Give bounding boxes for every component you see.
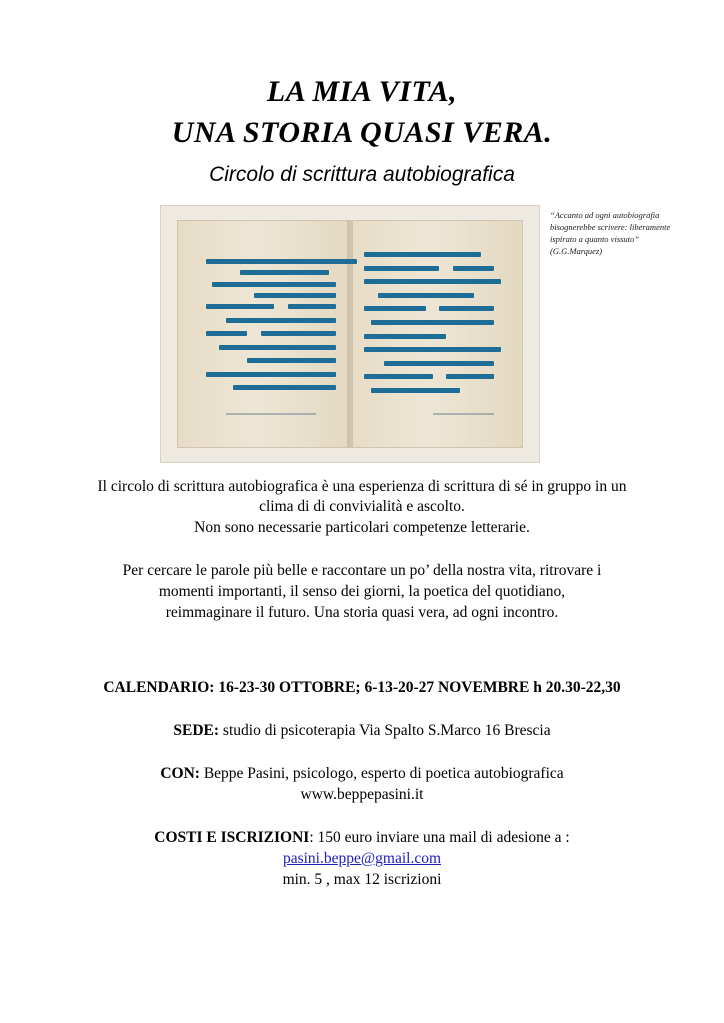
paragraph-1-line-1: Il circolo di scrittura autobiografica è una esperienza di scrittura di sé in gruppo in un (97, 477, 627, 495)
ink-stroke (446, 374, 494, 379)
ink-stroke (212, 282, 336, 287)
ink-stroke (219, 345, 336, 350)
ink-stroke (240, 270, 329, 275)
venue-value: studio di psicoterapia Via Spalto S.Marco 16 Brescia (222, 721, 551, 739)
ink-stroke (206, 304, 275, 309)
costs-row (45, 828, 679, 891)
paragraph-1-line-3: Non sono necessarie particolari competenze letterarie. (194, 519, 530, 537)
calendar-value: 16-23-30 OTTOBRE; 6-13-20-27 NOVEMBRE h 20.30-22,30 (218, 679, 621, 697)
details-block (0, 678, 724, 890)
ink-signature (226, 413, 315, 415)
paragraph-2-line-1: Per cercare le parole più belle e raccontare un po’ della nostra vita, ritrovare i (122, 562, 602, 580)
ink-stroke (226, 318, 336, 323)
paragraph-1-line-2: clima di di convivialità e ascolto. (259, 498, 465, 516)
costs-value: : 150 euro inviare una mail di adesione a : (309, 828, 570, 846)
ink-stroke (206, 372, 337, 377)
ink-stroke (364, 279, 502, 284)
ink-stroke (439, 306, 494, 311)
artwork-quote (550, 209, 690, 258)
ink-signature (433, 413, 495, 415)
ink-stroke (364, 306, 426, 311)
paragraph-2-line-2: momenti importanti, il senso dei giorni, la poetica del quotidiano, (158, 583, 566, 601)
host-row (45, 764, 679, 806)
website-link[interactable]: www.beppepasini.it (300, 785, 424, 803)
media-row (0, 205, 724, 467)
ink-stroke (364, 252, 481, 257)
artwork-image (160, 205, 540, 463)
title-block (0, 72, 724, 191)
ink-stroke (233, 385, 336, 390)
body-text-block (0, 477, 724, 625)
ink-stroke (206, 331, 247, 336)
ink-stroke (206, 259, 357, 264)
costs-label: COSTI E ISCRIZIONI (154, 828, 310, 846)
ink-stroke (364, 347, 502, 352)
ink-stroke (364, 334, 447, 339)
quote-source: (G.G.Marquez) (550, 246, 603, 257)
ink-stroke (378, 293, 474, 298)
ink-stroke (371, 388, 460, 393)
enrollment-note: min. 5 , max 12 iscrizioni (282, 870, 442, 888)
page-title-line-2: UNA STORIA QUASI VERA. (171, 115, 553, 149)
host-label: CON: (160, 764, 200, 782)
email-link[interactable]: pasini.beppe@gmail.com (282, 849, 442, 867)
ink-stroke (371, 320, 495, 325)
ink-stroke (384, 361, 494, 366)
quote-text: “Accanto ad ogni autobiografia bisognerebbe scrivere: liberamente ispirato a quanto vissuto” (550, 209, 671, 245)
paragraph-2-line-3: reimmaginare il futuro. Una storia quasi vera, ad ogni incontro. (165, 604, 559, 622)
ink-stroke (254, 293, 337, 298)
ink-stroke (364, 266, 440, 271)
host-value: Beppe Pasini, psicologo, esperto di poetica autobiografica (203, 764, 564, 782)
venue-row (45, 721, 679, 742)
calendar-row (45, 678, 679, 699)
page-title-line-1: LA MIA VITA, (266, 75, 458, 108)
artwork-open-book (177, 220, 523, 448)
calendar-label: CALENDARIO: (103, 679, 215, 697)
ink-stroke (364, 374, 433, 379)
ink-stroke (453, 266, 494, 271)
ink-stroke (261, 331, 337, 336)
ink-stroke (247, 358, 336, 363)
page-subtitle: Circolo di scrittura autobiografica (209, 163, 515, 186)
venue-label: SEDE: (173, 721, 220, 739)
ink-stroke (288, 304, 336, 309)
book-gutter (347, 221, 353, 447)
